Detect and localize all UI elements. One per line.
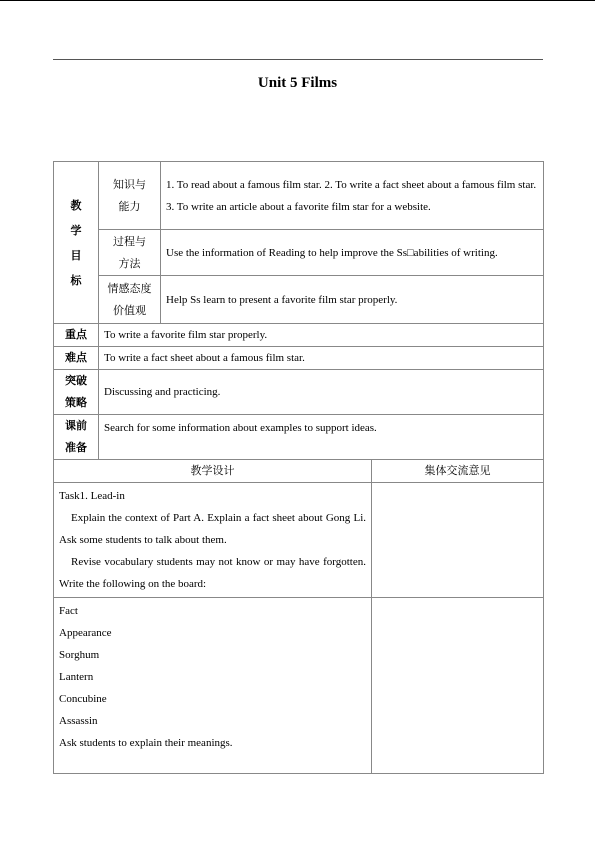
objective-item: 1. To read about a famous film star.	[166, 178, 322, 191]
vocab-instruction: Ask students to explain their meanings.	[59, 737, 233, 749]
difficulty-label: 难点	[54, 347, 99, 370]
design-header-row	[54, 460, 544, 483]
preparation-label: 课前 准备	[54, 415, 99, 460]
vocab-word: Concubine	[59, 693, 107, 705]
breakthrough-label: 突破 策略	[54, 370, 99, 415]
vocab-cell	[54, 598, 372, 774]
preparation-row	[54, 415, 544, 460]
emotion-objective: Help Ss learn to present a favorite film star properly.	[161, 276, 544, 324]
process-label: 过程与 方法	[99, 230, 161, 276]
design-header-left: 教学设计	[54, 460, 372, 483]
task1-cell	[54, 483, 372, 598]
objective-row-emotion	[54, 276, 544, 324]
process-objective: Use the information of Reading to help improve the Ss□abilities of writing.	[161, 230, 544, 276]
objective-row-knowledge	[54, 162, 544, 230]
vocab-word: Lantern	[59, 671, 94, 683]
key-point-label: 重点	[54, 324, 99, 347]
vocab-comments	[372, 598, 544, 774]
preparation-text: Search for some information about examples to support ideas.	[99, 415, 544, 460]
vocab-word: Assassin	[59, 715, 98, 727]
objective-item: 2. To write a fact sheet about a famous film star.	[324, 178, 537, 191]
design-header-right: 集体交流意见	[372, 460, 544, 483]
task1-row	[54, 483, 544, 598]
key-point-text: To write a favorite film star properly.	[99, 324, 544, 347]
vocab-word: Sorghum	[59, 649, 100, 661]
lesson-plan-table	[53, 161, 544, 774]
task1-para2: Revise vocabulary students may not know or may have forgotten. Write the following on the board:	[59, 556, 366, 590]
knowledge-label: 知识与 能力	[99, 162, 161, 230]
page-title: Unit 5 Films	[257, 75, 338, 91]
emotion-label: 情感态度 价值观	[99, 276, 161, 324]
vocab-word: Appearance	[59, 627, 112, 639]
breakthrough-row	[54, 370, 544, 415]
objectives-label: 教 学 目 标	[54, 162, 99, 324]
difficulty-text: To write a fact sheet about a famous film star.	[99, 347, 544, 370]
difficulty-row	[54, 347, 544, 370]
knowledge-objectives	[161, 162, 544, 230]
objective-item: 3. To write an article about a favorite film star for a website.	[166, 200, 431, 213]
header-rule	[53, 59, 543, 60]
task1-comments	[372, 483, 544, 598]
vocab-row	[54, 598, 544, 774]
task1-title: Task1. Lead-in	[59, 490, 125, 502]
breakthrough-text: Discussing and practicing.	[99, 370, 544, 415]
vocab-word: Fact	[59, 605, 78, 617]
task1-para1: Explain the context of Part A. Explain a fact sheet about Gong Li. Ask some students to talk about them.	[59, 512, 366, 546]
objective-row-process	[54, 230, 544, 276]
page-top-border	[0, 0, 595, 1]
key-point-row	[54, 324, 544, 347]
